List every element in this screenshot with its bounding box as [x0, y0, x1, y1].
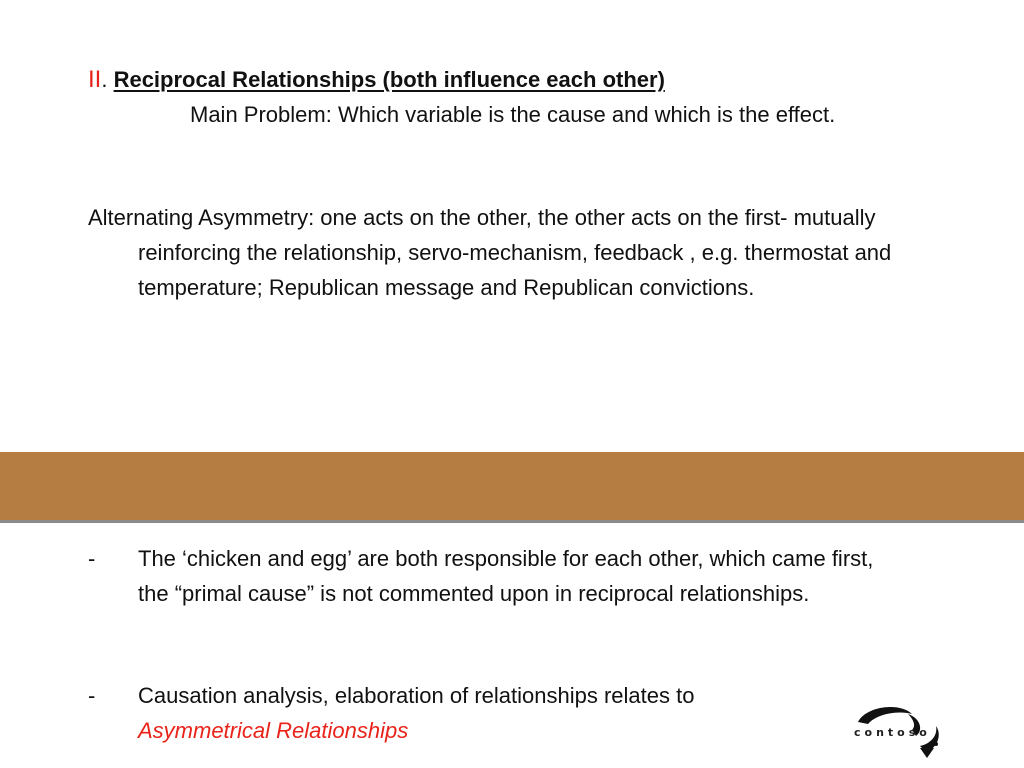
bullet-item-chicken-egg [88, 541, 888, 611]
bullet-item-causation [88, 678, 888, 748]
bullet-text-wrapper [138, 678, 888, 748]
bullet-text: Causation analysis, elaboration of relationships relates to [138, 683, 695, 708]
bullet-marker: - [88, 683, 96, 708]
bullet-text: The ‘chicken and egg’ are both responsible for each other, which came first, the “primal cause” is not commented upon in reciprocal relationships. [138, 546, 874, 606]
divider-band [0, 452, 1024, 523]
heading-title: Reciprocal Relationships (both influence each other) [113, 67, 665, 92]
main-problem-text: Main Problem: Which variable is the cause and which is the effect. [190, 102, 836, 127]
heading-dot: . [101, 67, 114, 92]
bullet-emphasis: Asymmetrical Relationships [138, 718, 409, 743]
alternating-asymmetry-text: Alternating Asymmetry: one acts on the other, the other acts on the first- mutually reinforcing the relationship, servo-mechanism, feedback , e.g. thermostat and temperature; Republican message and Republican convictions. [88, 205, 892, 300]
contoso-logo [850, 700, 946, 762]
roman-numeral: II [88, 66, 102, 93]
logo-wordmark: contoso [854, 726, 931, 739]
bullet-marker: - [88, 546, 96, 571]
section-heading [88, 62, 665, 97]
